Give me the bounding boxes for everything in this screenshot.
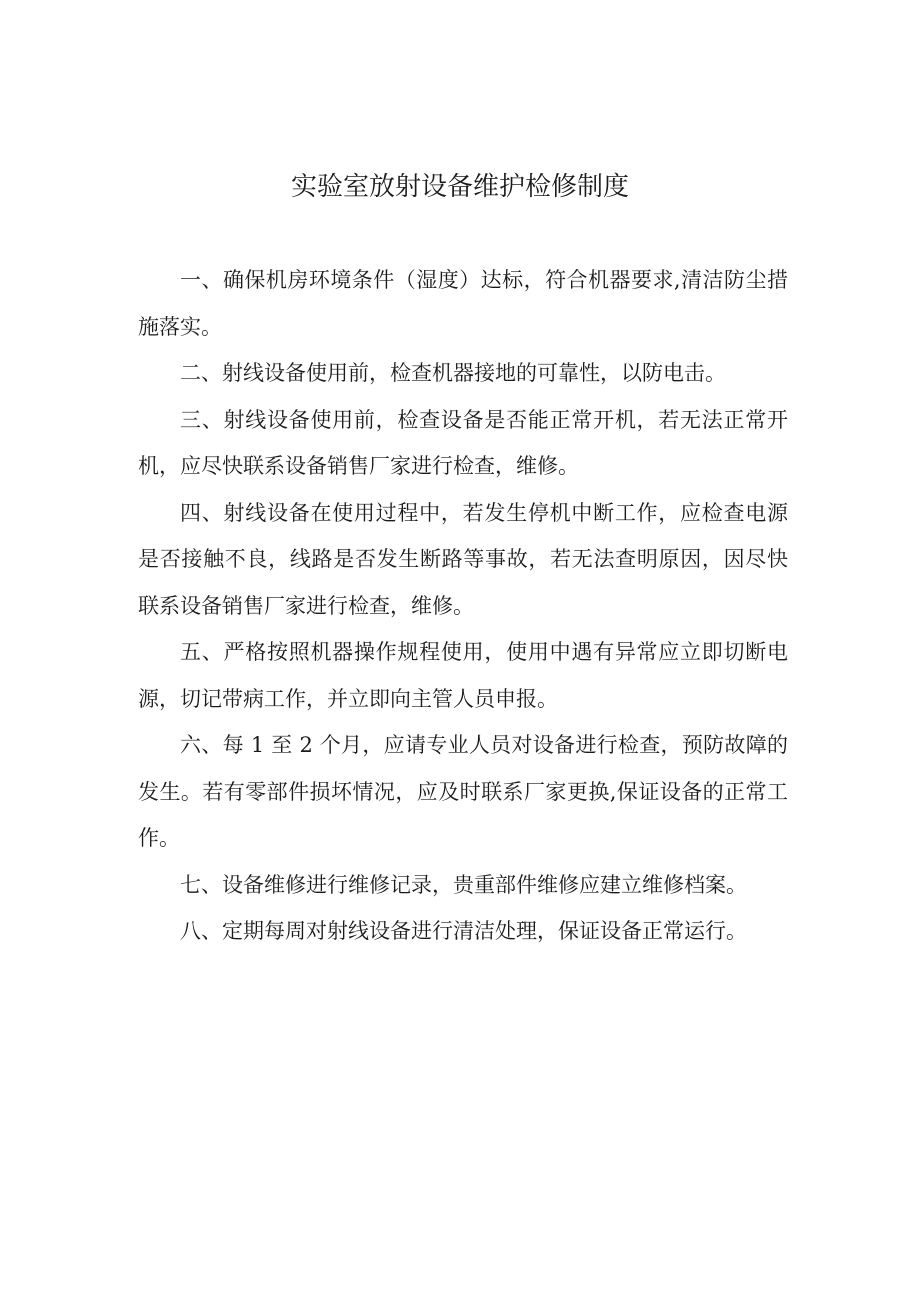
paragraph-3: 三、射线设备使用前，检查设备是否能正常开机，若无法正常开机，应尽快联系设备销售厂家进行检查，维修。 bbox=[138, 407, 788, 478]
document-body bbox=[138, 257, 788, 955]
paragraph-7: 七、设备维修进行维修记录，贵重部件维修应建立维修档案。 bbox=[180, 872, 747, 897]
paragraph-2: 二、射线设备使用前，检查机器接地的可靠性，以防电击。 bbox=[180, 361, 726, 385]
paragraph-8: 八、定期每周对射线设备进行清洁处理，保证设备正常运行。 bbox=[180, 919, 747, 943]
document-title: 实验室放射设备维护检修制度 bbox=[290, 172, 629, 202]
paragraph-4: 四、射线设备在使用过程中，若发生停机中断工作，应检查电源是否接触不良，线路是否发生断路等事故，若无法查明原因，因尽快联系设备销售厂家进行检查，维修。 bbox=[138, 500, 788, 618]
paragraph-1: 一、确保机房环境条件（湿度）达标，符合机器要求,清洁防尘措施落实。 bbox=[138, 268, 788, 339]
paragraph-6: 六、每 1 至 2 个月，应请专业人员对设备进行检查，预防故障的发生。若有零部件损坏情况，应及时联系厂家更换,保证设备的正常工作。 bbox=[138, 733, 788, 850]
paragraph-5: 五、严格按照机器操作规程使用，使用中遇有异常应立即切断电源，切记带病工作，并立即向主管人员申报。 bbox=[138, 640, 788, 711]
